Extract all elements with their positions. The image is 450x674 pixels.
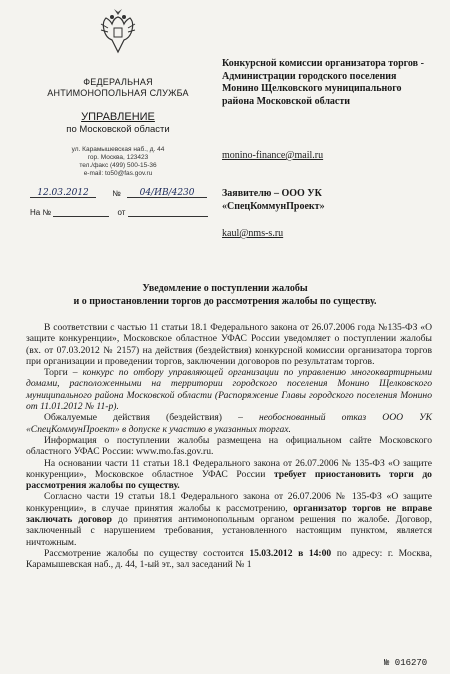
addressee-2-line1: Заявителю – ООО УК (222, 188, 322, 199)
title-line2: и о приостановлении торгов до рассмотрения жалобы по существу. (73, 296, 377, 307)
org-name-line1: ФЕДЕРАЛЬНАЯ (83, 77, 153, 87)
addressee-1-text: Конкурсной комиссии организатора торгов - Администрации городского поселения Монино Щелковского муниципального района Московской области (222, 58, 424, 107)
reg-number: 04/ИВ/4230 (127, 188, 207, 198)
paragraph-1: В соответствии с частью 11 статьи 18.1 Федерального закона от 26.07.2006 года №135-ФЗ «О защите конкуренции», Московское областное УФАС России уведомляет о поступлении жалобы (вх. от 07.03.2012 № 2157) на действия (бездействия) конкурсной комиссии организатора торгов при организации и проведении торгов, заключении договоров по результатам торгов. (26, 322, 432, 367)
title-line1: Уведомление о поступлении жалобы (142, 283, 308, 294)
paragraph-7: Рассмотрение жалобы по существу состоится 15.03.2012 в 14:00 по адресу: г. Москва, Карамышевская наб., д. 44, 1-ый эт., зал заседаний № 1 (26, 547, 432, 571)
paragraph-6: Согласно части 19 статьи 18.1 Федерального закона от 26.07.2006 № 135-ФЗ «О защите конкуренции», в случае принятия жалобы к рассмотрению, организатор торгов не вправе заключать договор до принятия антимонопольным органом решения по жалобе. Договор, заключенный с нарушением требования, установленного настоящим пунктом, является ничтожным. (26, 491, 432, 548)
document-title (20, 282, 430, 308)
contact-street: ул. Карамышевская наб., д. 44 (71, 146, 165, 153)
paragraph-4: Информация о поступлении жалобы размещена на официальном сайте Московского областного УФАС России: www.mo.fas.gov.ru. (26, 434, 432, 458)
contact-phone: тел./факс (499) 500-15-36 (79, 162, 157, 169)
reg-date: 12.03.2012 (30, 188, 96, 198)
paragraph-2: Торги – конкурс по отбору управляющей организации по управлению многоквартирными домами, расположенными на территории городского поселения Монино Щелковского муниципального района Московской области (Распоряжение Главы городского поселения Монино от 11.01.2012 № 11-р). (26, 367, 432, 413)
reference-line (30, 207, 208, 217)
paragraph-3: Обжалуемые действия (бездействия) – необоснованный отказ ООО УК «СпецКоммунПроект» в допуске к участию в указанных торгах. (26, 412, 432, 435)
addressee-1 (222, 58, 432, 108)
letter-body (26, 322, 432, 571)
reg-num-label: № (112, 189, 121, 198)
ref-from-label: от (117, 208, 126, 217)
sender-block (28, 8, 208, 178)
addressee-2 (222, 187, 432, 213)
sender-contacts (28, 146, 208, 178)
coat-of-arms-icon (98, 8, 138, 54)
addressee-2-email[interactable]: kaul@nms-s.ru (222, 228, 284, 239)
contact-email: e-mail: to50@fas.gov.ru (83, 170, 153, 177)
dept-name: УПРАВЛЕНИЕ (81, 111, 155, 123)
dept-region: по Московской области (66, 124, 170, 135)
org-name-line2: АНТИМОНОПОЛЬНАЯ СЛУЖБА (47, 88, 189, 98)
registration-line (30, 188, 207, 198)
addressee-1-email[interactable]: monino-finance@mail.ru (222, 150, 324, 161)
stamp-number: № 016270 (384, 658, 428, 668)
contact-city: гор. Москва, 123423 (87, 154, 149, 161)
addressee-2-line2: «СпецКоммунПроект» (222, 201, 325, 212)
paragraph-5: На основании части 11 статьи 18.1 Федерального закона от 26.07.2006 № 135-ФЗ «О защите конкуренции», Московское областное УФАС России требует приостановить торги до рассмотрения жалобы по существу. (26, 457, 432, 492)
ref-label: На № (30, 208, 52, 217)
